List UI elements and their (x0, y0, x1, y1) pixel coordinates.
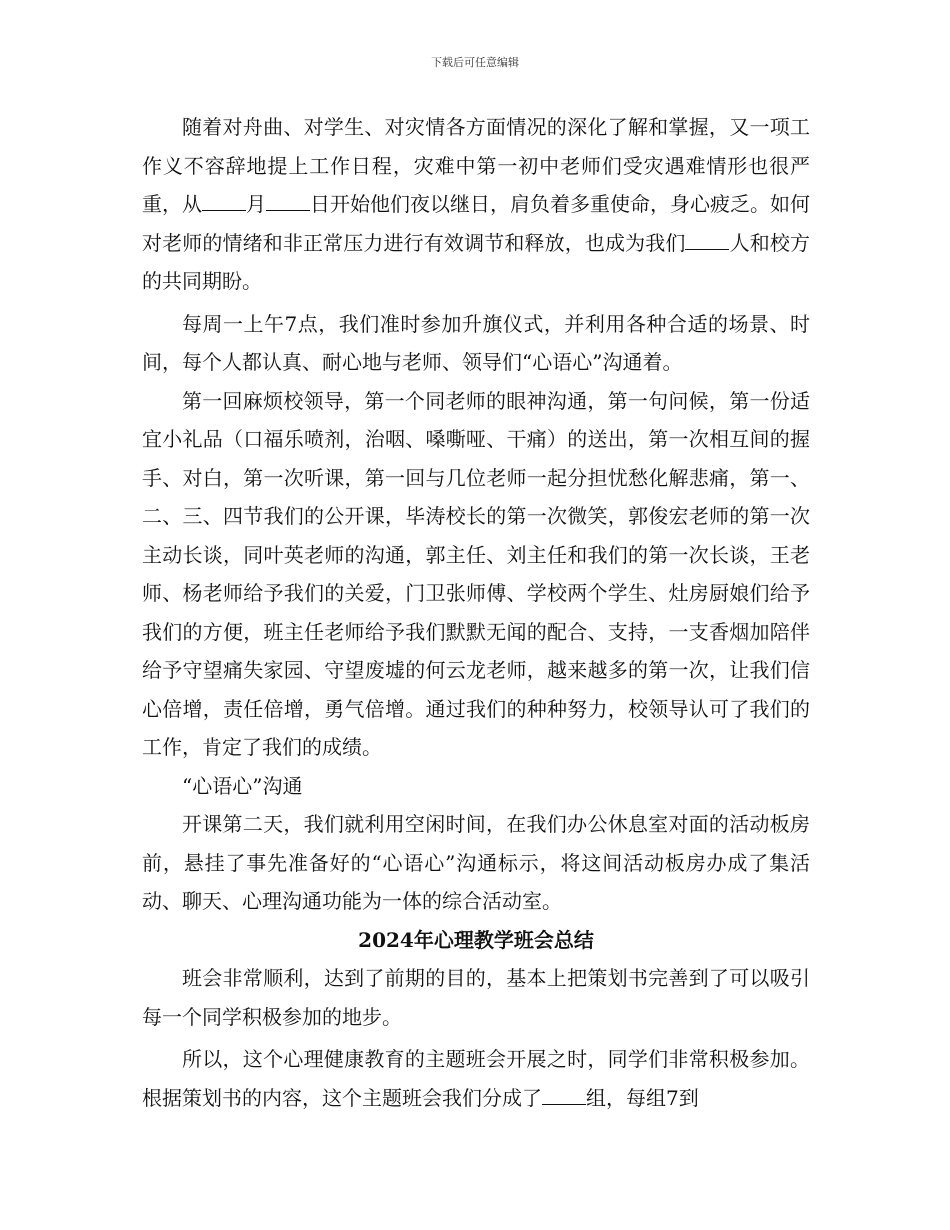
paragraph-7 (142, 1040, 810, 1117)
paragraph-7-text-b: 组，每组7到 (586, 1085, 699, 1110)
paragraph-5: 开课第二天，我们就利用空闲时间，在我们办公休息室对面的活动板房前，悬挂了事先准备好的“心语心”沟通标示，将这间活动板房办成了集活动、聊天、心理沟通功能为一体的综合活动室。 (142, 812, 810, 913)
paragraph-2: 每周一上午7点，我们准时参加升旗仪式，并利用各种合适的场景、时间，每个人都认真、耐心地与老师、领导们“心语心”沟通着。 (142, 311, 810, 374)
section-subtitle: “心语心”沟通 (182, 773, 303, 798)
paragraph-3: 第一回麻烦校领导，第一个同老师的眼神沟通，第一句问候，第一份适宜小礼品（口福乐喷剂，治咽、嗓嘶哑、干痛）的送出，第一次相互间的握手、对白，第一次听课，第一回与几位老师一起分担忧愁化解悲痛，第一、二、三、四节我们的公开课，毕涛校长的第一次微笑，郭俊宏老师的第一次主动长谈，同叶英老师的沟通，郭主任、刘主任和我们的第一次长谈，王老师、杨老师给予我们的关爱，门卫张师傅、学校两个学生、灶房厨娘们给予我们的方便，班主任老师给予我们默默无闻的配合、支持，一支香烟加陪伴给予守望痛失家园、守望废墟的何云龙老师，越来越多的第一次，让我们信心倍增，责任倍增，勇气倍增。通过我们的种种努力，校领导认可了我们的工作，肯定了我们的成绩。 (142, 388, 810, 759)
paragraph-1 (142, 108, 810, 301)
paragraph-6: 班会非常顺利，达到了前期的目的，基本上把策划书完善到了可以吸引每一个同学积极参加的地步。 (142, 966, 810, 1029)
paragraph-1-text-b: 月 (246, 192, 266, 216)
page-header: 下载后可任意编辑 (431, 56, 519, 69)
section-heading: 2024年心理教学班会总结 (358, 927, 594, 952)
fill-blank (266, 189, 310, 211)
fill-blank (685, 228, 729, 250)
paragraph-1-text-d: 人和校方的共同期盼。 (142, 230, 811, 293)
fill-blank (542, 1083, 586, 1105)
paragraph-7-text-a: 所以，这个心理健康教育的主题班会开展之时，同学们非常积极参加。根据策划书的内容，这个主题班会我们分成了 (142, 1047, 810, 1110)
paragraph-1-text-c: 日开始他们夜以继日，肩负着多重使命，身心疲乏。如何对老师的情绪和非正常压力进行有效调节和释放，也成为我们 (142, 192, 810, 255)
paragraph-1-text-a: 随着对舟曲、对学生、对灾情各方面情况的深化了解和掌握，又一项工作义不容辞地提上工作日程，灾难中第一初中老师们受灾遇难情形也很严重，从 (142, 115, 810, 216)
fill-blank (202, 189, 246, 211)
document-body (142, 108, 810, 1117)
